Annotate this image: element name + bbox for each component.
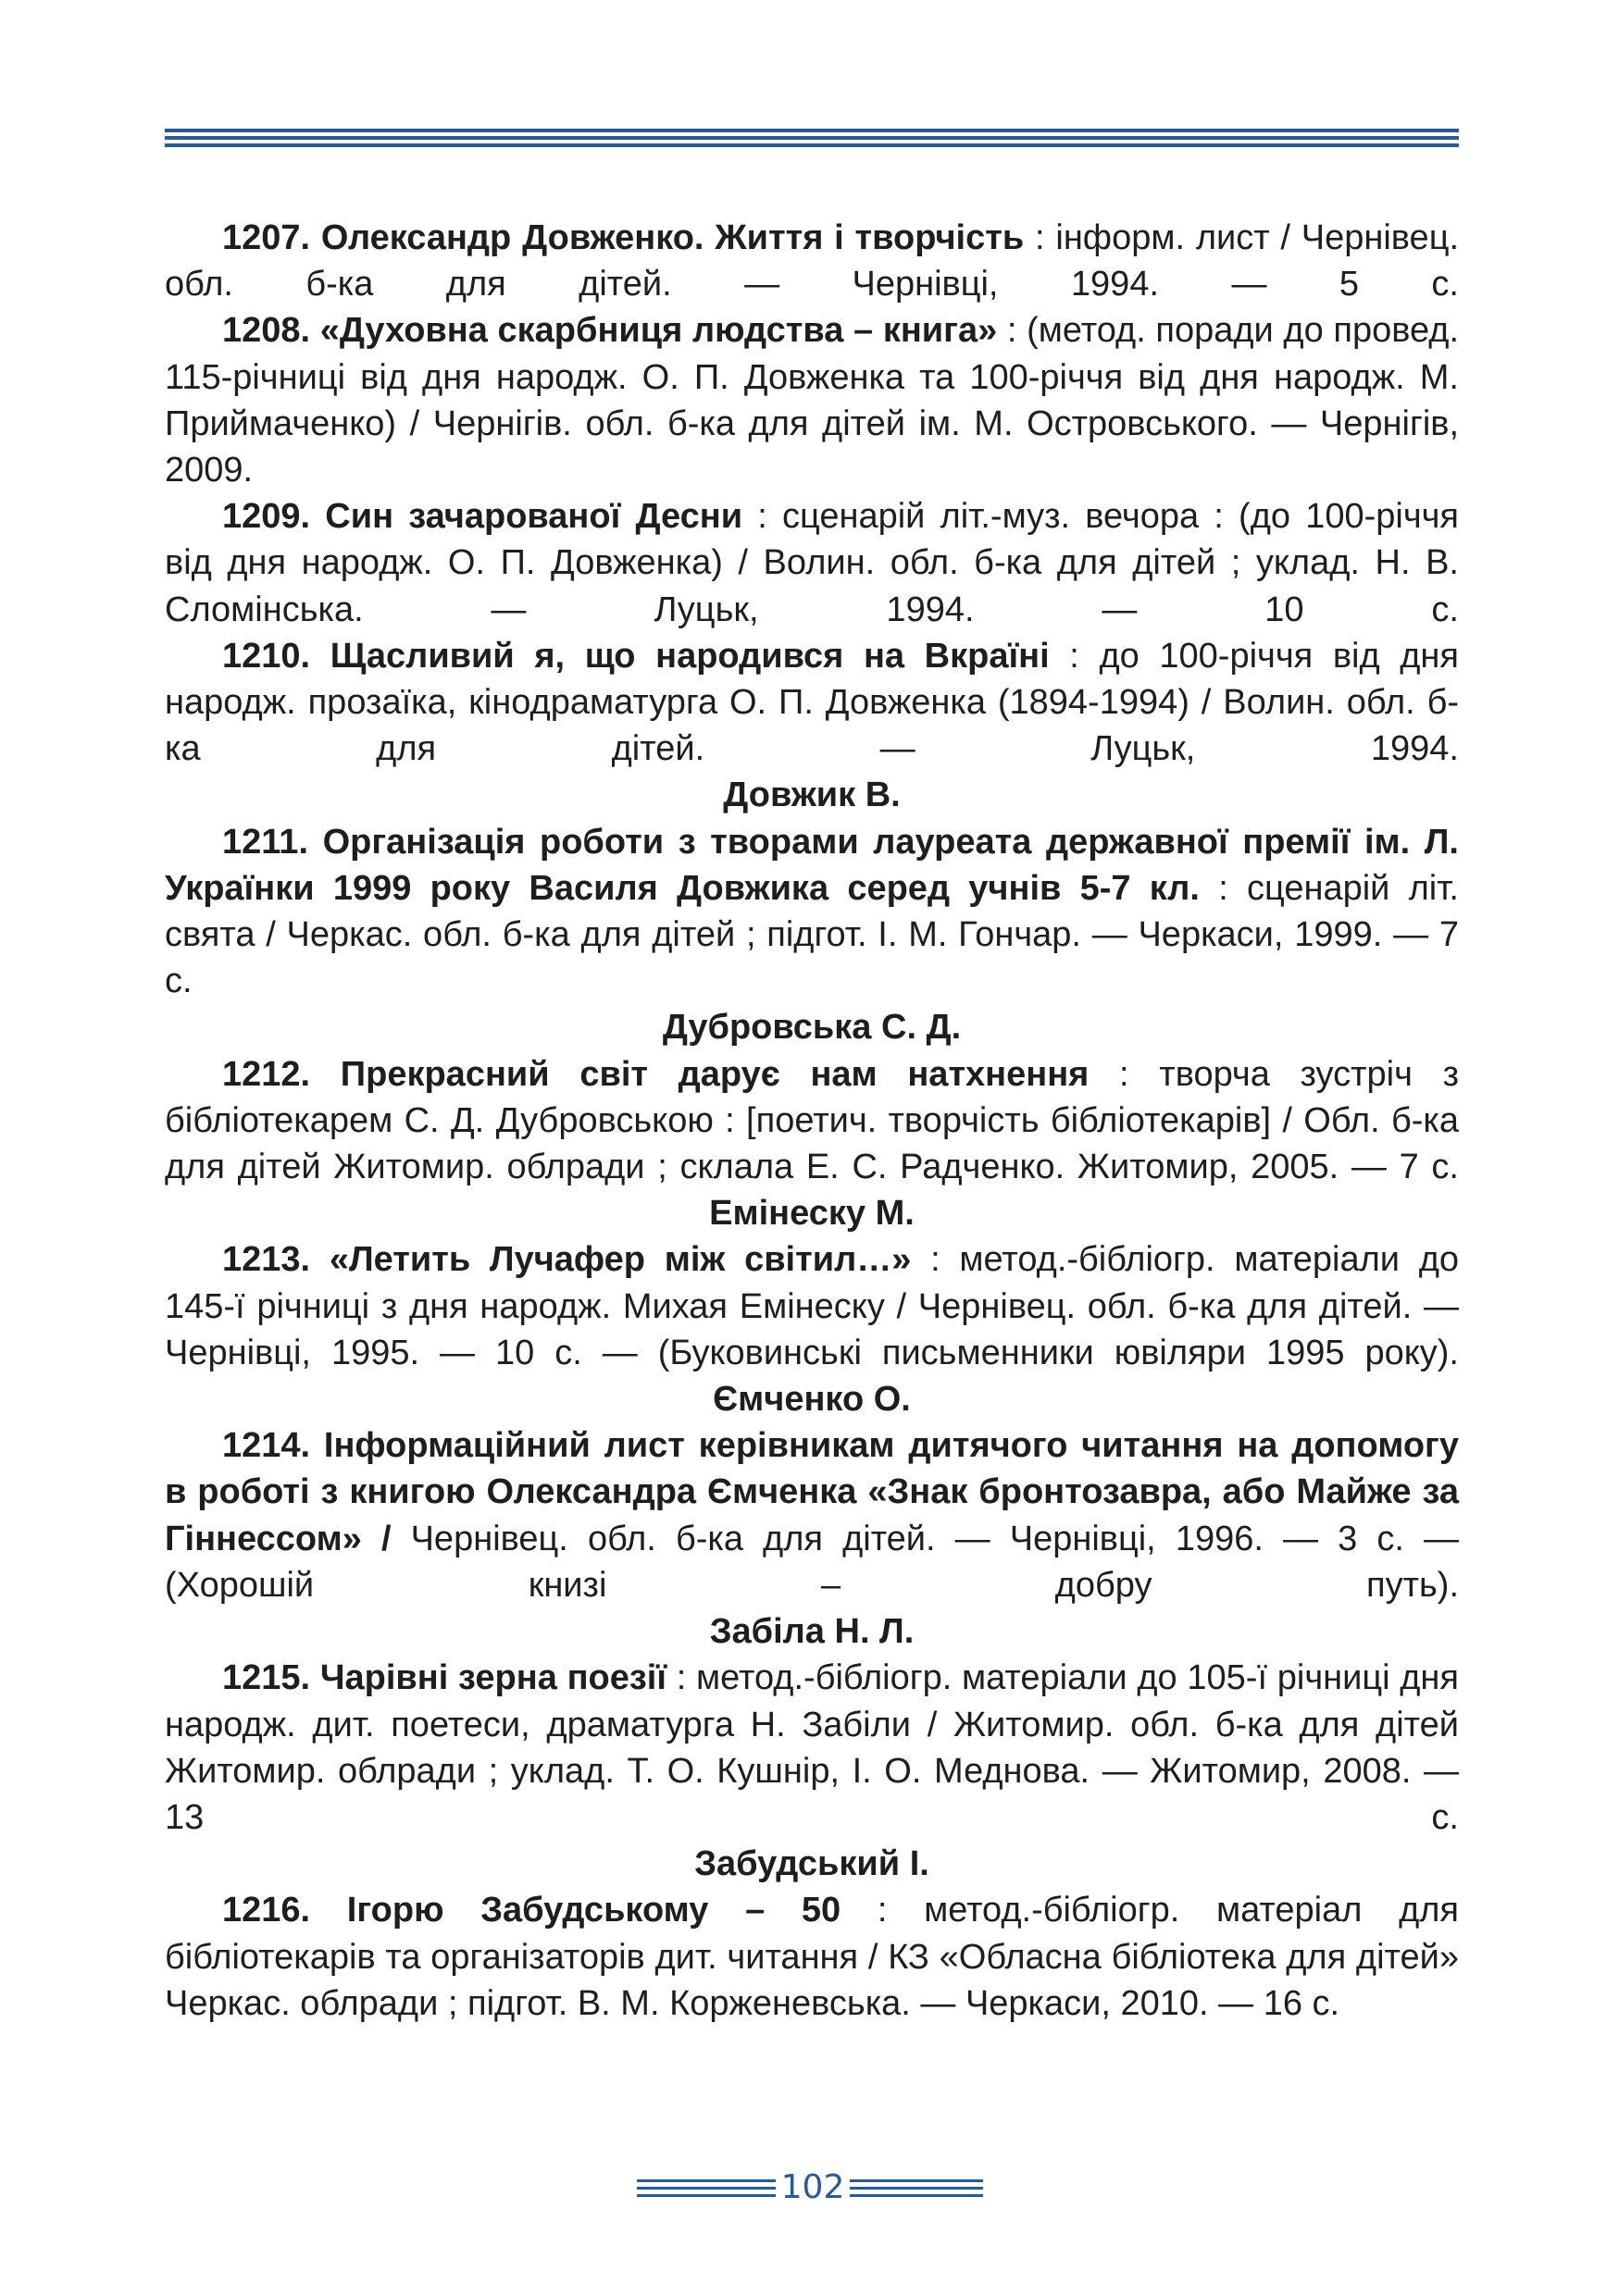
entry-title: Ігорю Забудському – 50 (346, 1891, 841, 1930)
entry-title: Щасливий я, що народився на Вкраїні (330, 636, 1050, 676)
entry-number: 1213. (222, 1240, 311, 1280)
entry-1214 (165, 1422, 1459, 1608)
footer-rule-right (850, 2179, 983, 2198)
entry-description: : сценарій літ. свята / Черкас. обл. б-ка для дітей ; підгот. І. М. Гончар. — Черкаси, 1999. — 7 с. (165, 868, 1459, 1001)
entry-description: : метод.-бібліогр. матеріали до 105-ї річниці дня народж. дит. поетеси, драматурга Н. Забіли / Житомир. обл. б-ка для дітей Житомир. облради ; уклад. Т. О. Кушнір, І. О. Меднова. — Житомир, 2008. — 13 с. (165, 1658, 1459, 1837)
entry-description: : творча зустріч з бібліотекарем С. Д. Дубровською : [поетич. творчість бібліотекарів] / Обл. б-ка для дітей Житомир. облради ; склала Е. С. Радченко. Житомир, 2005. — 7 с. (165, 1054, 1460, 1187)
entry-title: «Духовна скарбниця людства – книга» (319, 311, 998, 351)
entry-description: : до 100-річчя від дня народж. прозаїка, кінодраматурга О. П. Довженка (1894-1994) / Волин. обл. б-ка для дітей. — Луцьк, 1994. (165, 636, 1459, 769)
author-heading: Ємченко О. (713, 1380, 911, 1420)
header-rule (165, 129, 1459, 148)
author-heading: Забіла Н. Л. (709, 1612, 915, 1652)
entry-number: 1212. (222, 1054, 311, 1094)
entry-1215 (165, 1655, 1459, 1841)
entry-description: : метод.-бібліогр. матеріал для бібліотекарів та організаторів дит. читання / КЗ «Обласна бібліотека для дітей» Черкас. облради ; підгот. В. М. Корженевська. — Черкаси, 2010. — 16 с. (165, 1891, 1459, 2023)
entry-number: 1207. (222, 218, 311, 257)
page-number: 102 (780, 2168, 845, 2206)
entry-description: : метод.-бібліогр. матеріали до 145-ї річниці з дня народж. Михая Емінеску / Чернівец. обл. б-ка для дітей. — Чернівці, 1995. — 10 с. — (Буковинські письменники ювіляри 1995 року). (165, 1240, 1460, 1372)
entry-1216 (165, 1887, 1459, 2027)
entry-number: 1215. (222, 1658, 311, 1698)
entry-1210 (165, 633, 1459, 773)
author-heading: Дубровська С. Д. (662, 1008, 962, 1048)
entry-title: Прекрасний світ дарує нам натхнення (340, 1054, 1090, 1094)
entry-1207 (165, 215, 1459, 307)
entry-1209 (165, 493, 1459, 633)
entry-1212 (165, 1051, 1459, 1191)
author-heading: Емінеску М. (709, 1194, 915, 1234)
entry-title: Чарівні зерна поезії (319, 1658, 667, 1698)
entry-title: Олександр Довженко. Життя і творчість (320, 218, 1025, 257)
footer-rule-left (637, 2179, 776, 2198)
entry-number: 1210. (222, 636, 311, 676)
entry-number: 1209. (222, 497, 311, 537)
bibliography-list (165, 215, 1459, 2027)
entry-title: Організація роботи з творами лауреата державної премії ім. Л. Українки 1999 року Василя Довжика серед учнів 5-7 кл. (165, 822, 1459, 908)
entry-1211 (165, 819, 1459, 1005)
entry-1213 (165, 1236, 1459, 1376)
entry-description: Чернівец. обл. б-ка для дітей. — Чернівці, 1996. — 3 с. — (Хорошій книзі – добру путь). (165, 1519, 1459, 1605)
entry-number: 1214. (222, 1426, 311, 1466)
entry-number: 1211. (222, 822, 308, 862)
entry-number: 1208. (222, 311, 311, 351)
entry-1208 (165, 307, 1459, 493)
entry-description: : інформ. лист / Чернівец. обл. б-ка для дітей. — Чернівці, 1994. — 5 с. (165, 218, 1460, 304)
author-heading: Довжик В. (723, 776, 901, 815)
author-heading: Забудський І. (694, 1844, 929, 1884)
entry-title: Інформаційний лист керівникам дитячого читання на допомогу в роботі з книгою Олександра Ємченка «Знак бронтозавра, або Майже за Гіннессом» / (165, 1426, 1459, 1558)
page-footer (0, 2167, 1619, 2208)
entry-title: «Летить Лучафер між світил…» (329, 1240, 912, 1280)
entry-description: : сценарій літ.-муз. вечора : (до 100-річчя від дня народж. О. П. Довженка) / Волин. обл. б-ка для дітей ; уклад. Н. В. Сломінська. — Луцьк, 1994. — 10 с. (165, 497, 1459, 629)
entry-number: 1216. (222, 1891, 311, 1930)
entry-description: : (метод. поради до провед. 115-річниці від дня народж. О. П. Довженка та 100-річчя від дня народж. М. Приймаченко) / Чернігів. обл. б-ка для дітей ім. М. Островського. — Чернігів, 2009. (165, 311, 1460, 490)
entry-title: Син зачарованої Десни (325, 497, 743, 537)
